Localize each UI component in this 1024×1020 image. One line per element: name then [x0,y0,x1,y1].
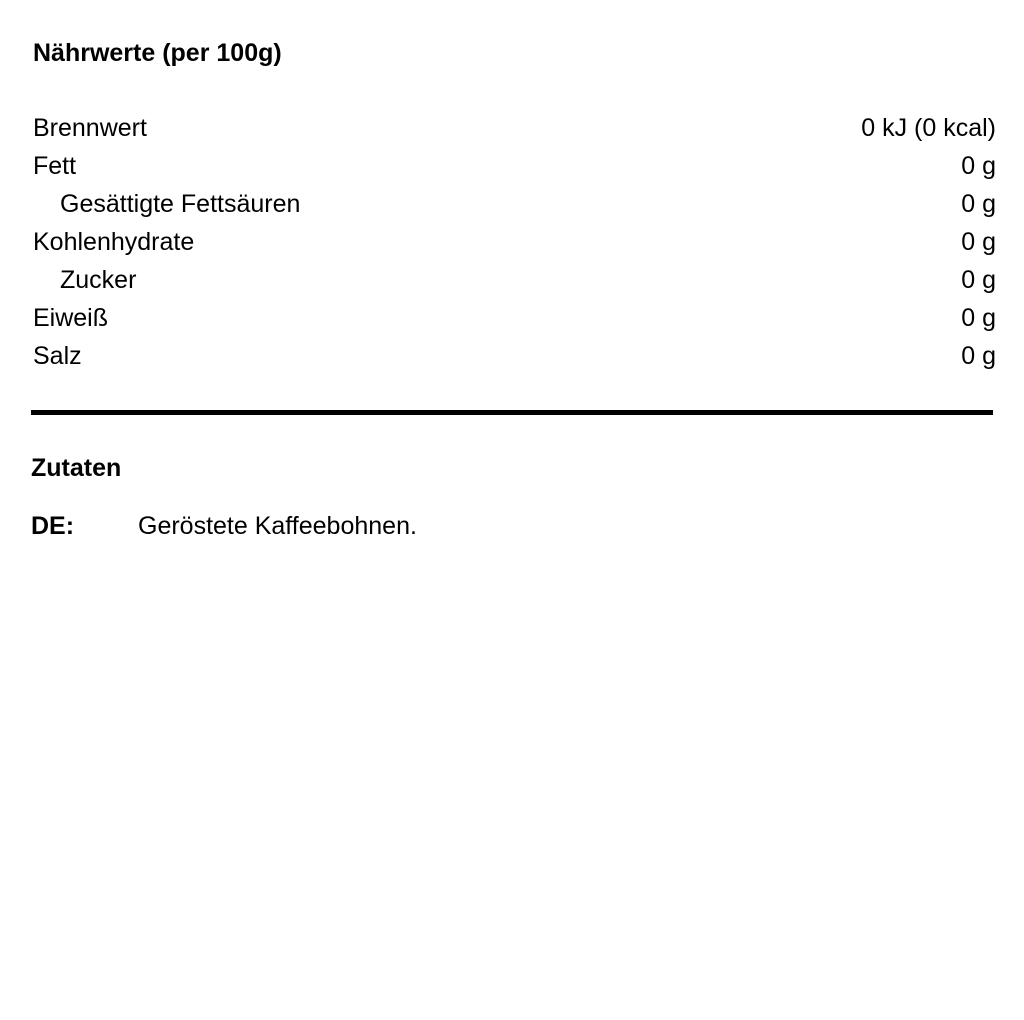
nutrient-name: Kohlenhydrate [33,228,195,256]
nutrition-row-salt [33,337,996,375]
nutrient-name: Zucker [60,266,137,294]
language-label: DE: [31,512,75,540]
ingredients-entry [31,508,417,544]
nutrition-row-energy [33,109,996,147]
nutrient-name: Fett [33,152,77,180]
nutrient-name: Eiweiß [33,304,109,332]
nutrient-value: 0 g [961,266,996,294]
nutrient-value: 0 kJ (0 kcal) [861,114,996,142]
nutrition-table [33,109,996,375]
nutrient-value: 0 g [961,190,996,218]
nutrient-name: Salz [33,342,82,370]
nutrient-value: 0 g [961,304,996,332]
nutrition-row-sugar [33,261,996,299]
nutrition-row-saturated-fat [33,185,996,223]
nutrient-value: 0 g [961,152,996,180]
nutrition-row-carbohydrates [33,223,996,261]
nutrient-name: Gesättigte Fettsäuren [60,190,301,218]
nutrition-row-fat [33,147,996,185]
ingredients-heading: Zutaten [31,454,122,482]
section-divider [31,410,993,415]
nutrition-heading: Nährwerte (per 100g) [33,39,282,67]
nutrient-value: 0 g [961,228,996,256]
nutrition-row-protein [33,299,996,337]
nutrient-name: Brennwert [33,114,147,142]
ingredients-text: Geröstete Kaffeebohnen. [138,512,417,540]
nutrient-value: 0 g [961,342,996,370]
